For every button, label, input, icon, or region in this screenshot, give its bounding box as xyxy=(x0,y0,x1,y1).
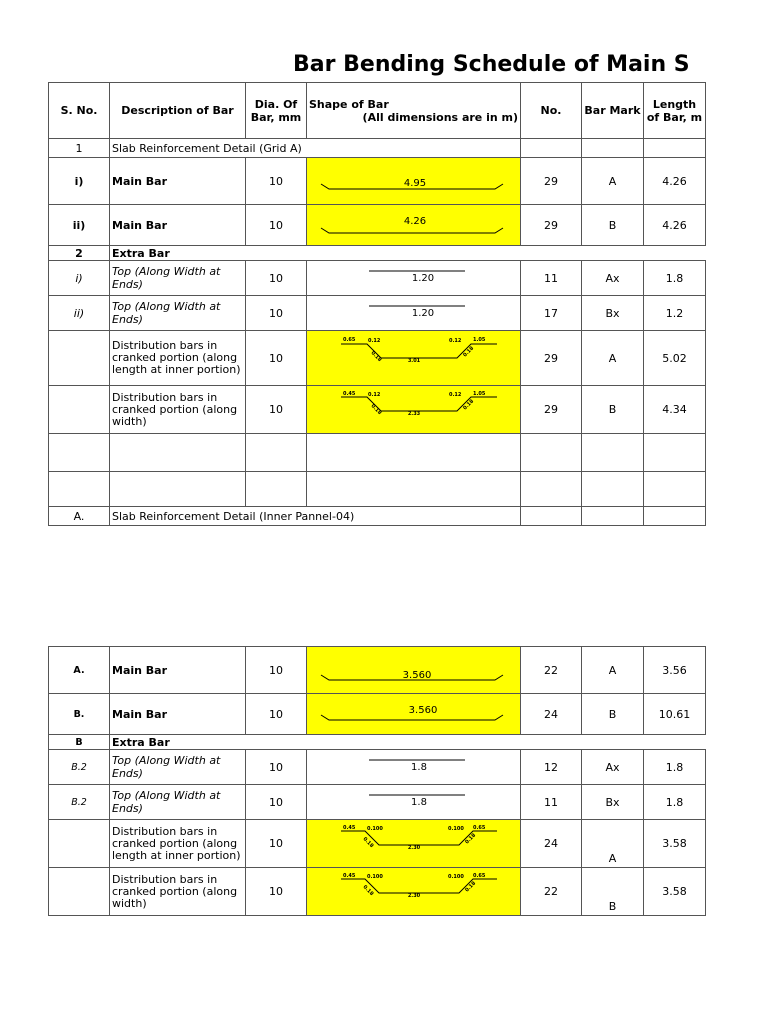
row-sno: B. xyxy=(49,694,110,735)
dim-left-step: 0.100 xyxy=(367,826,383,832)
row-dia: 10 xyxy=(246,261,307,296)
dim-right-diag: 0.18 xyxy=(462,398,476,412)
row-dia: 10 xyxy=(246,785,307,820)
row-description: Top (Along Width at Ends) xyxy=(110,261,246,296)
table-row xyxy=(49,868,706,916)
shape-length-label: 1.20 xyxy=(411,308,435,319)
shape-cranked-bar xyxy=(307,386,521,434)
dim-left-diag: 0.18 xyxy=(361,884,375,898)
dim-bottom: 3.01 xyxy=(407,358,421,364)
row-dia: 10 xyxy=(246,158,307,205)
extra-bar-label: Extra Bar xyxy=(110,735,706,750)
shape-cranked-bar xyxy=(307,331,521,386)
dim-left-step: 0.100 xyxy=(367,874,383,880)
dim-left-top: 0.45 xyxy=(343,391,356,397)
extra-bar-number: B xyxy=(49,735,110,750)
row-no: 22 xyxy=(521,868,582,916)
row-sno: i) xyxy=(49,158,110,205)
row-mark: A xyxy=(582,820,644,868)
row-description: Main Bar xyxy=(110,694,246,735)
header-bar-mark: Bar Mark xyxy=(582,83,644,139)
dim-left-top: 0.45 xyxy=(343,873,356,879)
dim-right-diag: 0.18 xyxy=(464,880,478,894)
row-dia: 10 xyxy=(246,820,307,868)
shape-length-label: 1.8 xyxy=(411,797,427,808)
extra-bar-number: 2 xyxy=(49,246,110,261)
header-length: Length of Bar, m xyxy=(644,83,706,139)
row-no: 29 xyxy=(521,386,582,434)
header-description: Description of Bar xyxy=(110,83,246,139)
section-title: Slab Reinforcement Detail (Grid A) xyxy=(110,139,521,158)
header-shape-label: Shape of Bar xyxy=(309,97,389,111)
dim-bottom: 2.33 xyxy=(407,411,421,417)
header-no: No. xyxy=(521,83,582,139)
row-sno: B.2 xyxy=(49,785,110,820)
dim-right-top: 0.65 xyxy=(473,873,486,879)
header-row xyxy=(49,83,706,139)
row-dia: 10 xyxy=(246,331,307,386)
shape-cranked-bar xyxy=(307,868,521,916)
row-dia: 10 xyxy=(246,205,307,246)
table-row xyxy=(49,386,706,434)
row-length: 1.8 xyxy=(644,750,706,785)
row-length: 4.26 xyxy=(644,205,706,246)
row-no: 12 xyxy=(521,750,582,785)
row-no: 24 xyxy=(521,820,582,868)
shape-top-bar xyxy=(307,750,521,785)
row-description: Main Bar xyxy=(110,205,246,246)
empty-row xyxy=(49,472,706,507)
dim-right-diag: 0.18 xyxy=(464,832,478,846)
row-length: 3.58 xyxy=(644,868,706,916)
row-description: Main Bar xyxy=(110,158,246,205)
table-row xyxy=(49,158,706,205)
row-dia: 10 xyxy=(246,296,307,331)
shape-main-bar xyxy=(307,647,521,694)
row-mark: B xyxy=(582,205,644,246)
row-description: Distribution bars in cranked portion (along length at inner portion) xyxy=(110,331,246,386)
row-no: 22 xyxy=(521,647,582,694)
row-no: 11 xyxy=(521,785,582,820)
shape-length-label: 3.560 xyxy=(408,705,438,716)
row-description: Main Bar xyxy=(110,647,246,694)
row-description: Distribution bars in cranked portion (along length at inner portion) xyxy=(110,820,246,868)
row-mark: Bx xyxy=(582,785,644,820)
dim-left-diag: 0.18 xyxy=(369,403,383,417)
table-row xyxy=(49,261,706,296)
shape-main-bar xyxy=(307,205,521,246)
dim-right-step: 0.12 xyxy=(449,338,462,344)
dim-left-top: 0.45 xyxy=(343,825,356,831)
row-description: Distribution bars in cranked portion (along width) xyxy=(110,868,246,916)
extra-bar-row xyxy=(49,735,706,750)
row-length: 3.56 xyxy=(644,647,706,694)
row-dia: 10 xyxy=(246,868,307,916)
row-mark: A xyxy=(582,158,644,205)
bar-shape-line xyxy=(321,228,503,233)
row-sno: ii) xyxy=(49,296,110,331)
section-number: A. xyxy=(49,507,110,526)
shape-cranked-bar xyxy=(307,820,521,868)
section-title: Slab Reinforcement Detail (Inner Pannel-04) xyxy=(110,507,521,526)
row-mark: A xyxy=(582,647,644,694)
row-mark: Ax xyxy=(582,750,644,785)
row-no: 29 xyxy=(521,205,582,246)
row-sno: A. xyxy=(49,647,110,694)
row-length: 1.2 xyxy=(644,296,706,331)
row-length: 4.34 xyxy=(644,386,706,434)
row-no: 29 xyxy=(521,331,582,386)
shape-top-bar xyxy=(307,296,521,331)
row-description: Top (Along Width at Ends) xyxy=(110,296,246,331)
row-mark: B xyxy=(582,868,644,916)
table-row xyxy=(49,331,706,386)
bbs-table-grid-a xyxy=(48,82,706,526)
dim-right-diag: 0.18 xyxy=(462,345,476,359)
dim-bottom: 2.30 xyxy=(407,893,421,899)
table-row xyxy=(49,647,706,694)
row-no: 24 xyxy=(521,694,582,735)
section-number: 1 xyxy=(49,139,110,158)
row-mark: Ax xyxy=(582,261,644,296)
shape-top-bar xyxy=(307,261,521,296)
row-description: Top (Along Width at Ends) xyxy=(110,785,246,820)
row-sno: ii) xyxy=(49,205,110,246)
row-sno: i) xyxy=(49,261,110,296)
dim-left-diag: 0.18 xyxy=(361,836,375,850)
table-row xyxy=(49,205,706,246)
shape-main-bar xyxy=(307,158,521,205)
dim-left-step: 0.12 xyxy=(368,338,381,344)
row-description: Distribution bars in cranked portion (along width) xyxy=(110,386,246,434)
table-row xyxy=(49,820,706,868)
row-no: 17 xyxy=(521,296,582,331)
shape-length-label: 3.560 xyxy=(402,670,432,681)
dim-right-top: 0.65 xyxy=(473,825,486,831)
dim-right-top: 1.05 xyxy=(473,391,486,397)
header-sno: S. No. xyxy=(49,83,110,139)
table-row xyxy=(49,694,706,735)
row-length: 1.8 xyxy=(644,261,706,296)
row-mark: B xyxy=(582,694,644,735)
table-row xyxy=(49,296,706,331)
section-row xyxy=(49,139,706,158)
row-length: 3.58 xyxy=(644,820,706,868)
row-length: 10.61 xyxy=(644,694,706,735)
shape-length-label: 4.95 xyxy=(403,178,427,189)
dim-left-step: 0.12 xyxy=(368,392,381,398)
dim-left-top: 0.65 xyxy=(343,337,356,343)
dim-right-step: 0.100 xyxy=(448,874,464,880)
dim-right-step: 0.12 xyxy=(449,392,462,398)
dim-right-top: 1.05 xyxy=(473,337,486,343)
shape-main-bar xyxy=(307,694,521,735)
row-mark: B xyxy=(582,386,644,434)
dim-right-step: 0.100 xyxy=(448,826,464,832)
row-mark: A xyxy=(582,331,644,386)
section-row xyxy=(49,507,706,526)
shape-top-bar xyxy=(307,785,521,820)
row-sno: B.2 xyxy=(49,750,110,785)
page-title: Bar Bending Schedule of Main S xyxy=(293,52,690,77)
extra-bar-row xyxy=(49,246,706,261)
dim-bottom: 2.30 xyxy=(407,845,421,851)
shape-length-label: 4.26 xyxy=(403,216,427,227)
row-length: 4.26 xyxy=(644,158,706,205)
header-dia: Dia. Of Bar, mm xyxy=(246,83,307,139)
row-mark: Bx xyxy=(582,296,644,331)
extra-bar-label: Extra Bar xyxy=(110,246,706,261)
dim-left-diag: 0.18 xyxy=(369,350,383,364)
row-no: 29 xyxy=(521,158,582,205)
row-dia: 10 xyxy=(246,694,307,735)
shape-length-label: 1.20 xyxy=(411,273,435,284)
row-dia: 10 xyxy=(246,386,307,434)
header-shape xyxy=(307,83,521,139)
row-no: 11 xyxy=(521,261,582,296)
row-description: Top (Along Width at Ends) xyxy=(110,750,246,785)
row-length: 5.02 xyxy=(644,331,706,386)
table-row xyxy=(49,750,706,785)
table-row xyxy=(49,785,706,820)
bbs-table-inner-panel xyxy=(48,646,706,916)
row-dia: 10 xyxy=(246,750,307,785)
row-dia: 10 xyxy=(246,647,307,694)
row-length: 1.8 xyxy=(644,785,706,820)
empty-row xyxy=(49,434,706,472)
shape-length-label: 1.8 xyxy=(411,762,427,773)
header-shape-sub: (All dimensions are in m) xyxy=(362,110,518,124)
